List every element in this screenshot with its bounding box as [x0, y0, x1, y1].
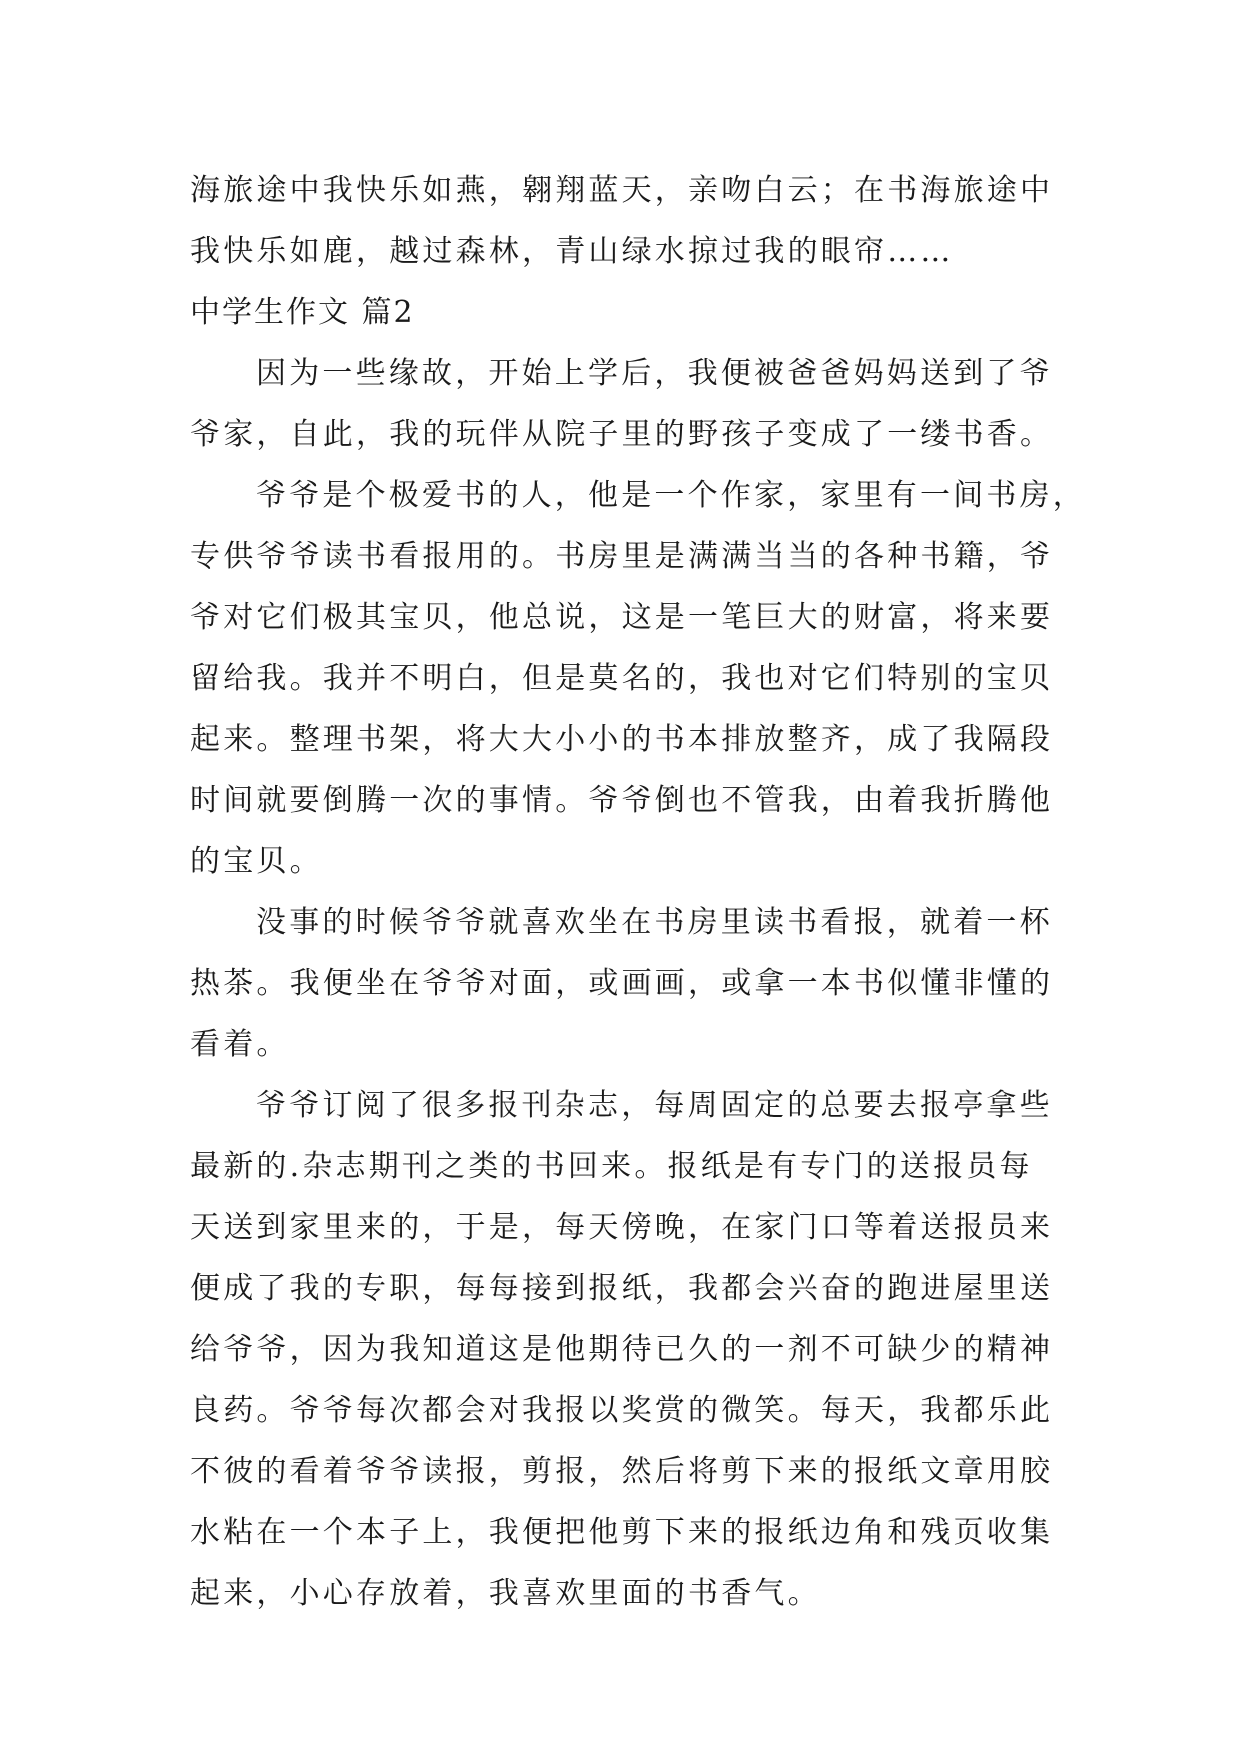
paragraph-4 [190, 1075, 1060, 1624]
paragraph-line: 最新的.杂志期刊之类的书回来。报纸是有专门的送报员每 [190, 1149, 1033, 1184]
paragraph-line: 爷爷订阅了很多报刊杂志，每周固定的总要去报亭拿些 [256, 1088, 1053, 1123]
paragraph-line: 看着。 [190, 1027, 290, 1062]
paragraph-line: 水粘在一个本子上，我便把他剪下来的报纸边角和残页收集 [190, 1515, 1054, 1550]
paragraph-line: 因为一些缘故，开始上学后，我便被爸爸妈妈送到了爷 [256, 356, 1053, 391]
paragraph-3 [190, 892, 1060, 1075]
paragraph-line: 爷家，自此，我的玩伴从院子里的野孩子变成了一缕书香。 [190, 417, 1054, 452]
paragraph-line: 没事的时候爷爷就喜欢坐在书房里读书看报，就着一杯 [256, 905, 1053, 940]
paragraph-line: 便成了我的专职，每每接到报纸，我都会兴奋的跑进屋里送 [190, 1271, 1054, 1306]
paragraph-line: 起来。整理书架，将大大小小的书本排放整齐，成了我隔段 [190, 722, 1054, 757]
paragraph-line: 良药。爷爷每次都会对我报以奖赏的微笑。每天，我都乐此 [190, 1393, 1054, 1428]
paragraph-line: 时间就要倒腾一次的事情。爷爷倒也不管我，由着我折腾他 [190, 783, 1054, 818]
document-body [190, 160, 1086, 1624]
paragraph-line: 不彼的看着爷爷读报，剪报，然后将剪下来的报纸文章用胶 [190, 1454, 1054, 1489]
paragraph-line: 的宝贝。 [190, 844, 323, 879]
paragraph-line: 留给我。我并不明白，但是莫名的，我也对它们特别的宝贝 [190, 661, 1054, 696]
paragraph-line: 天送到家里来的，于是，每天傍晚，在家门口等着送报员来 [190, 1210, 1054, 1245]
paragraph-line: 爷对它们极其宝贝，他总说，这是一笔巨大的财富，将来要 [190, 600, 1054, 635]
paragraph-line: 爷爷是个极爱书的人，他是一个作家，家里有一间书房， [256, 478, 1086, 513]
paragraph-line: 专供爷爷读书看报用的。书房里是满满当当的各种书籍，爷 [190, 539, 1054, 574]
paragraph-2 [190, 465, 1086, 892]
intro-line: 我快乐如鹿，越过森林，青山绿水掠过我的眼帘…… [190, 234, 954, 269]
paragraph-line: 起来，小心存放着，我喜欢里面的书香气。 [190, 1576, 821, 1611]
paragraph-1 [190, 343, 1060, 465]
paragraph-line: 热茶。我便坐在爷爷对面，或画画，或拿一本书似懂非懂的 [190, 966, 1054, 1001]
paragraph-line: 给爷爷，因为我知道这是他期待已久的一剂不可缺少的精神 [190, 1332, 1054, 1367]
section-heading: 中学生作文 篇2 [190, 295, 415, 330]
intro-line: 海旅途中我快乐如燕，翱翔蓝天，亲吻白云；在书海旅途中 [190, 173, 1054, 208]
